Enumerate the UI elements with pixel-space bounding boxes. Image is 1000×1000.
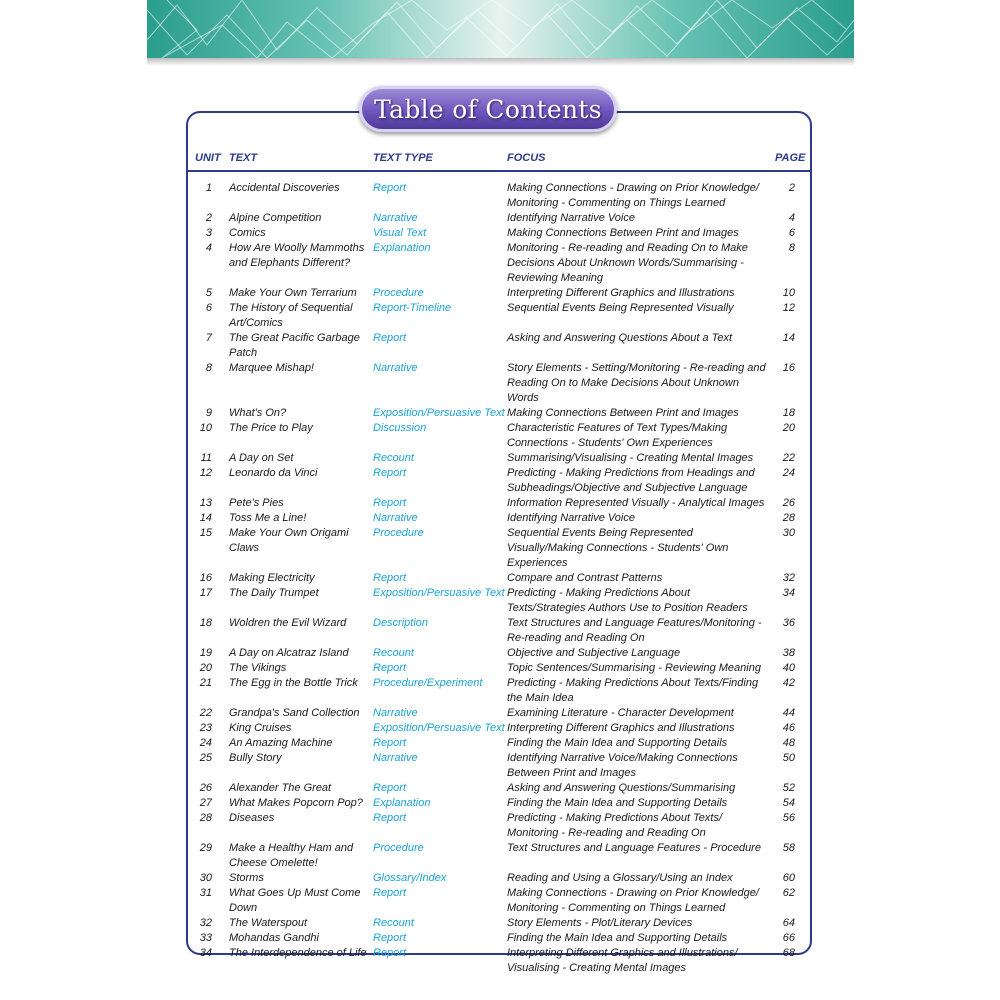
focus-description: Characteristic Features of Text Types/Making Connections - Students' Own Experiences [507,422,728,449]
page-number: 66 [782,932,795,944]
text-title: What Makes Popcorn Pop? [229,797,363,809]
focus-description: Interpreting Different Graphics and Illustrations [507,287,735,299]
unit-number: 14 [199,512,212,524]
text-type: Recount [373,917,414,929]
toc-row [188,781,810,796]
toc-row [188,886,810,916]
toc-row [188,616,810,646]
focus-description: Summarising/Visualising - Creating Mental Images [507,452,754,464]
unit-number: 5 [205,287,212,299]
unit-number: 22 [199,707,212,719]
text-type: Narrative [373,707,418,719]
page-number: 14 [782,332,795,344]
toc-row [188,736,810,751]
text-title: The Vikings [229,662,287,674]
text-title: Storms [229,872,264,884]
focus-description: Finding the Main Idea and Supporting Details [507,797,728,809]
page-number: 32 [782,572,795,584]
unit-number: 33 [199,932,212,944]
text-type: Procedure [373,527,424,539]
col-header-unit: UNIT [195,152,221,164]
toc-row [188,331,810,361]
text-title: The Waterspout [229,917,308,929]
text-type: Explanation [373,242,431,254]
page-number: 38 [782,647,795,659]
page-number: 56 [782,812,795,824]
focus-description: Predicting - Making Predictions About Texts/Strategies Authors Use to Position Readers [507,587,748,614]
banner-shadow [147,58,854,66]
toc-row [188,646,810,661]
page-number: 54 [782,797,795,809]
text-type: Procedure/Experiment [373,677,483,689]
header-divider [188,170,810,172]
focus-description: Identifying Narrative Voice [507,212,635,224]
page-number: 2 [788,182,795,194]
focus-description: Making Connections Between Print and Images [507,407,739,419]
unit-number: 21 [199,677,212,689]
toc-row [188,211,810,226]
focus-description: Finding the Main Idea and Supporting Details [507,932,728,944]
focus-description: Compare and Contrast Patterns [507,572,663,584]
text-type: Narrative [373,212,418,224]
text-type: Discussion [373,422,427,434]
text-title: The Great Pacific Garbage Patch [229,332,360,359]
page-number: 64 [782,917,795,929]
page-number: 68 [782,947,795,959]
unit-number: 10 [199,422,212,434]
focus-description: Predicting - Making Predictions About Texts/ Monitoring - Re-reading and Reading On [507,812,723,839]
focus-description: Text Structures and Language Features/Monitoring - Re-reading and Reading On [507,617,762,644]
col-header-text: TEXT [229,152,258,164]
text-title: Mohandas Gandhi [229,932,319,944]
toc-row [188,511,810,526]
text-title: Pete's Pies [229,497,284,509]
toc-row [188,451,810,466]
col-header-page: PAGE [775,152,806,164]
toc-row [188,811,810,841]
text-type: Narrative [373,362,418,374]
text-title: How Are Woolly Mammoths and Elephants Different? [229,242,365,269]
page-number: 60 [782,872,795,884]
unit-number: 11 [200,452,212,464]
text-type: Report [373,497,407,509]
text-type: Explanation [373,797,431,809]
text-title: Make Your Own Terrarium [229,287,357,299]
toc-row [188,466,810,496]
toc-row [188,661,810,676]
toc-row [188,571,810,586]
unit-number: 2 [205,212,212,224]
page-number: 30 [782,527,795,539]
unit-number: 31 [199,887,212,899]
banner-pattern [147,0,854,58]
text-type: Report [373,737,407,749]
text-type: Report [373,182,407,194]
focus-description: Making Connections Between Print and Images [507,227,739,239]
toc-row [188,841,810,871]
focus-description: Identifying Narrative Voice [507,512,635,524]
unit-number: 13 [199,497,212,509]
focus-description: Predicting - Making Predictions from Headings and Subheadings/Objective and Subjective Language [507,467,755,494]
page-number: 62 [782,887,795,899]
unit-number: 27 [199,797,212,809]
page-number: 26 [782,497,795,509]
toc-row [188,916,810,931]
page-number: 28 [782,512,795,524]
page-number: 8 [788,242,795,254]
toc-row [188,181,810,211]
focus-description: Interpreting Different Graphics and Illustrations [507,722,735,734]
page-number: 34 [782,587,795,599]
toc-row [188,751,810,781]
focus-description: Text Structures and Language Features - Procedure [507,842,761,854]
focus-description: Story Elements - Plot/Literary Devices [507,917,693,929]
unit-number: 29 [199,842,212,854]
toc-row [188,241,810,286]
page-number: 40 [782,662,795,674]
text-title: The History of Sequential Art/Comics [229,302,353,329]
unit-number: 24 [199,737,212,749]
text-title: The Egg in the Bottle Trick [229,677,358,689]
toc-row [188,706,810,721]
toc-row [188,931,810,946]
unit-number: 3 [205,227,212,239]
focus-description: Making Connections - Drawing on Prior Knowledge/ Monitoring - Commenting on Things Learned [507,182,759,209]
text-title: The Price to Play [229,422,313,434]
text-title: Toss Me a Line! [229,512,307,524]
focus-description: Examining Literature - Character Development [507,707,734,719]
focus-description: Monitoring - Re-reading and Reading On to Make Decisions About Unknown Words/Summarising - Reviewing Meaning [507,242,748,284]
text-type: Report [373,662,407,674]
text-type: Report-Timeline [373,302,452,314]
toc-row [188,226,810,241]
text-title: King Cruises [229,722,292,734]
unit-number: 25 [199,752,212,764]
unit-number: 4 [205,242,212,254]
page-number: 52 [782,782,795,794]
unit-number: 6 [205,302,212,314]
unit-number: 1 [205,182,212,194]
unit-number: 28 [199,812,212,824]
unit-number: 20 [199,662,212,674]
page-number: 44 [782,707,795,719]
focus-description: Making Connections - Drawing on Prior Knowledge/ Monitoring - Commenting on Things Learned [507,887,759,914]
page-number: 18 [782,407,795,419]
text-title: Grandpa's Sand Collection [229,707,360,719]
unit-number: 18 [199,617,212,629]
text-type: Recount [373,647,414,659]
text-title: The Daily Trumpet [229,587,319,599]
text-type: Report [373,932,407,944]
page-number: 16 [782,362,795,374]
text-title: An Amazing Machine [229,737,333,749]
unit-number: 8 [205,362,212,374]
toc-row [188,406,810,421]
text-type: Report [373,467,407,479]
toc-row [188,586,810,616]
page-title: Table of Contents [374,94,602,124]
decorative-banner [147,0,854,58]
page-number: 6 [788,227,795,239]
text-type: Report [373,887,407,899]
unit-number: 26 [199,782,212,794]
toc-row [188,871,810,886]
focus-description: Story Elements - Setting/Monitoring - Re-reading and Reading On to Make Decisions About Unknown Words [507,362,766,404]
page-number: 50 [782,752,795,764]
unit-number: 15 [199,527,212,539]
toc-row [188,721,810,736]
text-type: Exposition/Persuasive Text [373,587,505,599]
title-badge [359,86,617,132]
text-type: Procedure [373,842,424,854]
focus-description: Predicting - Making Predictions About Texts/Finding the Main Idea [507,677,759,704]
text-title: Making Electricity [229,572,315,584]
text-type: Procedure [373,287,424,299]
toc-row [188,676,810,706]
unit-number: 7 [205,332,212,344]
text-title: What's On? [229,407,287,419]
unit-number: 30 [199,872,212,884]
text-type: Exposition/Persuasive Text [373,722,505,734]
page-number: 46 [782,722,795,734]
text-type: Report [373,782,407,794]
focus-description: Asking and Answering Questions/Summarising [507,782,736,794]
toc-row [188,946,810,976]
unit-number: 34 [199,947,212,959]
toc-row [188,496,810,511]
toc-row [188,361,810,406]
focus-description: Asking and Answering Questions About a Text [507,332,733,344]
text-title: Make a Healthy Ham and Cheese Omelette! [229,842,354,869]
text-title: Alpine Competition [229,212,322,224]
toc-row [188,796,810,811]
focus-description: Information Represented Visually - Analytical Images [507,497,765,509]
page-number: 36 [782,617,795,629]
col-header-type: TEXT TYPE [373,152,433,164]
focus-description: Sequential Events Being Represented Visually [507,302,734,314]
focus-description: Interpreting Different Graphics and Illustrations/ Visualising - Creating Mental Images [507,947,738,974]
text-type: Report [373,332,407,344]
page-number: 10 [782,287,795,299]
text-type: Report [373,947,407,959]
text-title: A Day on Alcatraz Island [229,647,349,659]
focus-description: Identifying Narrative Voice/Making Connections Between Print and Images [507,752,738,779]
focus-description: Finding the Main Idea and Supporting Details [507,737,728,749]
toc-row [188,526,810,571]
unit-number: 12 [199,467,212,479]
text-type: Description [373,617,429,629]
text-type: Narrative [373,752,418,764]
focus-description: Topic Sentences/Summarising - Reviewing Meaning [507,662,761,674]
text-type: Recount [373,452,414,464]
text-type: Visual Text [373,227,427,239]
unit-number: 32 [199,917,212,929]
focus-description: Sequential Events Being Represented Visually/Making Connections - Students' Own Experiences [507,527,729,569]
text-title: Comics [229,227,266,239]
text-title: Alexander The Great [229,782,332,794]
text-title: A Day on Set [229,452,294,464]
text-title: What Goes Up Must Come Down [229,887,361,914]
col-header-focus: FOCUS [507,152,546,164]
page-number: 12 [782,302,795,314]
text-title: Marquee Mishap! [229,362,314,374]
text-title: Bully Story [229,752,282,764]
text-type: Glossary/Index [373,872,447,884]
unit-number: 17 [199,587,212,599]
text-title: Accidental Discoveries [229,182,340,194]
unit-number: 19 [199,647,212,659]
unit-number: 9 [205,407,212,419]
text-title: Diseases [229,812,275,824]
text-type: Report [373,812,407,824]
page-number: 20 [782,422,795,434]
text-title: The Interdependence of Life [229,947,367,959]
text-type: Narrative [373,512,418,524]
focus-description: Objective and Subjective Language [507,647,681,659]
text-type: Report [373,572,407,584]
text-title: Woldren the Evil Wizard [229,617,347,629]
unit-number: 16 [199,572,212,584]
text-title: Leonardo da Vinci [229,467,318,479]
text-title: Make Your Own Origami Claws [229,527,349,554]
page-number: 24 [782,467,795,479]
page-number: 48 [782,737,795,749]
page-number: 42 [782,677,795,689]
toc-row [188,301,810,331]
page-number: 22 [782,452,795,464]
page-number: 4 [788,212,795,224]
toc-table [188,181,810,976]
text-type: Exposition/Persuasive Text [373,407,505,419]
toc-row [188,421,810,451]
focus-description: Reading and Using a Glossary/Using an Index [507,872,733,884]
page-number: 58 [782,842,795,854]
unit-number: 23 [199,722,212,734]
toc-row [188,286,810,301]
